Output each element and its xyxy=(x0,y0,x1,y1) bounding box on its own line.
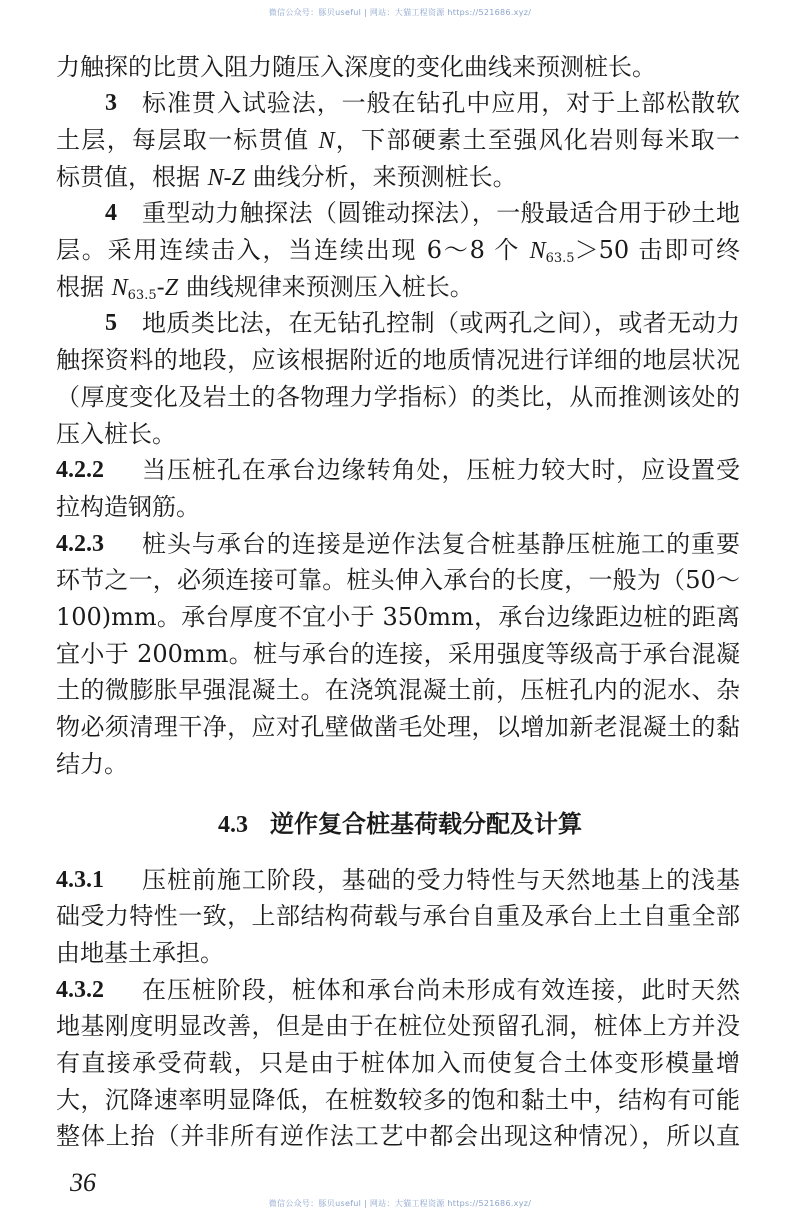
text-run: 土层，每层取一标贯值 xyxy=(56,125,319,154)
text-line xyxy=(56,636,740,673)
text-run: 力触探的比贯入阻力随压入深度的变化曲线来预测桩长。 xyxy=(56,52,656,81)
line-text xyxy=(142,972,740,1009)
text-run: 重型动力触探法（圆锥动探法），一般最适合用于砂土地 xyxy=(142,199,740,228)
clause-number: 3 xyxy=(105,90,117,117)
text-line xyxy=(56,49,740,86)
clause-number: 4 xyxy=(105,200,117,227)
text-run: 标贯值，根据 xyxy=(56,162,208,191)
text-run: 有直接承受荷载，只是由于桩体加入而使复合土体变形模量增 xyxy=(56,1049,740,1077)
line-text xyxy=(56,672,740,709)
text-run: 环节之一，必须连接可靠。桩头伸入承台的长度，一般为（50～ xyxy=(56,566,740,595)
text-run: 压桩前施工阶段，基础的受力特性与天然地基上的浅基 xyxy=(142,865,740,894)
line-text xyxy=(56,232,740,269)
watermark-top: 微信公众号：豚贝useful | 网站：大猫工程资源 https://521686.xyz/ xyxy=(268,8,532,17)
line-text xyxy=(56,636,740,673)
line-text xyxy=(56,709,740,746)
text-run: 曲线分析，来预测桩长。 xyxy=(245,162,517,191)
text-run: 压入桩长。 xyxy=(56,419,176,448)
text-run: 结力。 xyxy=(56,749,128,778)
italic-symbol: N xyxy=(318,127,335,154)
text-run: 层。采用连续击入，当连续出现 6～8 个 xyxy=(56,236,530,264)
text-line xyxy=(56,379,740,416)
text-run: 当压桩孔在承台边缘转角处，压桩力较大时，应设置受 xyxy=(142,456,740,485)
line-text xyxy=(142,85,740,122)
text-line xyxy=(56,269,740,306)
clause-number: 5 xyxy=(105,310,117,337)
text-line xyxy=(56,972,740,1009)
text-run: 触探资料的地段，应该根据附近的地质情况进行详细的地层状况 xyxy=(56,346,740,375)
text-run: 在压桩阶段，桩体和承台尚未形成有效连接，此时天然 xyxy=(142,975,740,1004)
text-run: 础受力特性一致，上部结构荷载与承台自重及承台上土自重全部 xyxy=(56,902,740,931)
line-text xyxy=(56,599,740,636)
section-heading-number: 4.3 xyxy=(218,812,248,838)
text-run: 地质类比法，在无钻孔控制（或两孔之间），或者无动力 xyxy=(142,309,740,338)
text-line xyxy=(56,1045,740,1082)
line-text xyxy=(142,305,740,342)
text-line xyxy=(56,85,740,122)
line-text xyxy=(56,1008,740,1045)
text-run: 100)mm。承台厚度不宜小于 350mm，承台边缘距边桩的距离 xyxy=(56,603,740,631)
text-run: 大，沉降速率明显降低，在桩数较多的饱和黏土中，结构有可能 xyxy=(56,1085,740,1114)
line-text xyxy=(56,1082,740,1119)
text-run: 物必须清理干净，应对孔壁做凿毛处理，以增加新老混凝土的黏 xyxy=(56,713,740,742)
text-run: ，下部硬素土至强风化岩则每米取一 xyxy=(334,125,740,154)
clause-number: 4.2.3 xyxy=(56,530,104,557)
line-text xyxy=(142,195,740,232)
text-run: 根据 xyxy=(56,272,112,301)
text-run: - xyxy=(156,272,165,301)
italic-symbol: N xyxy=(111,274,128,301)
line-text xyxy=(56,935,740,972)
text-run: 拉构造钢筋。 xyxy=(56,492,200,521)
text-line xyxy=(56,232,740,269)
line-text xyxy=(56,269,740,306)
italic-symbol: N-Z xyxy=(207,164,245,191)
line-text xyxy=(142,526,740,563)
text-line xyxy=(56,862,740,899)
text-run: （厚度变化及岩土的各物理力学指标）的类比，从而推测该处的 xyxy=(56,382,740,411)
text-run: 标准贯入试验法，一般在钻孔中应用，对于上部松散软 xyxy=(142,89,740,118)
page-number: 36 xyxy=(70,1168,96,1197)
text-run: 土的微膨胀早强混凝土。在浇筑混凝土前，压桩孔内的泥水、杂 xyxy=(56,676,740,705)
watermark-bottom: 微信公众号：豚贝useful | 网站：大猫工程资源 https://521686.xyz/ xyxy=(268,1199,532,1208)
text-line xyxy=(56,452,740,489)
text-line xyxy=(56,159,740,196)
line-text xyxy=(56,1118,740,1155)
text-line xyxy=(56,1008,740,1045)
text-run: 地基刚度明显改善，但是由于在桩位处预留孔洞，桩体上方并没 xyxy=(56,1012,740,1041)
clause-number: 4.3.1 xyxy=(56,866,104,893)
text-line xyxy=(56,746,740,783)
line-text xyxy=(56,342,740,379)
text-line xyxy=(56,599,740,636)
text-line xyxy=(56,526,740,563)
line-text xyxy=(56,746,740,783)
subscript: 63.5 xyxy=(545,251,575,266)
text-run: 整体上抬（并非所有逆作法工艺中都会出现这种情况），所以直 xyxy=(56,1122,740,1151)
line-text xyxy=(56,49,740,86)
section-heading-title: 逆作复合桩基荷载分配及计算 xyxy=(270,809,582,838)
line-text xyxy=(56,379,740,416)
text-line xyxy=(56,1118,740,1155)
text-line xyxy=(56,122,740,159)
text-line xyxy=(56,342,740,379)
text-run: 桩头与承台的连接是逆作法复合桩基静压桩施工的重要 xyxy=(142,529,740,558)
text-line xyxy=(56,709,740,746)
line-text xyxy=(56,562,740,599)
clause-number: 4.3.2 xyxy=(56,976,104,1003)
text-line xyxy=(56,489,740,526)
line-text xyxy=(56,122,740,159)
italic-symbol: Z xyxy=(164,274,179,301)
line-text xyxy=(142,862,740,899)
italic-symbol: N xyxy=(529,238,546,264)
text-line xyxy=(56,1082,740,1119)
text-line xyxy=(56,935,740,972)
line-text xyxy=(56,898,740,935)
text-line xyxy=(56,195,740,232)
section-heading xyxy=(0,805,800,844)
text-line xyxy=(56,305,740,342)
text-run: 宜小于 200mm。桩与承台的连接，采用强度等级高于承台混凝 xyxy=(56,639,740,668)
text-line xyxy=(56,672,740,709)
subscript: 63.5 xyxy=(127,287,157,303)
text-line xyxy=(56,416,740,453)
text-run: 曲线规律来预测压入桩长。 xyxy=(178,272,474,301)
line-text xyxy=(56,489,740,526)
text-run: 由地基土承担。 xyxy=(56,938,224,967)
line-text xyxy=(56,159,740,196)
text-run: ＞50 击即可终 xyxy=(574,236,740,264)
clause-number: 4.2.2 xyxy=(56,457,104,484)
line-text xyxy=(56,416,740,453)
text-line xyxy=(56,562,740,599)
text-line xyxy=(56,898,740,935)
line-text xyxy=(142,452,740,489)
line-text xyxy=(56,1045,740,1082)
